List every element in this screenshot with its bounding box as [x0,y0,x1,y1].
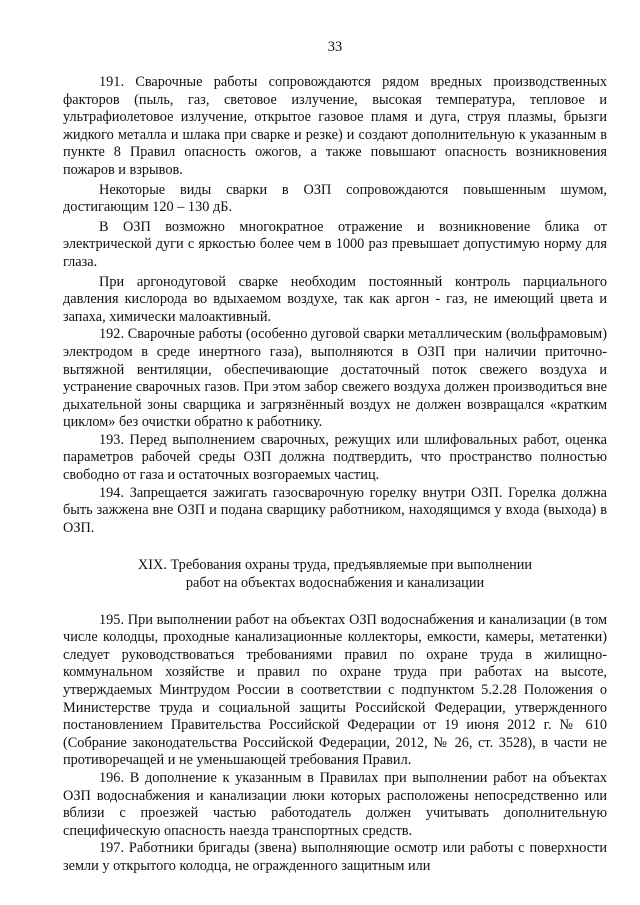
paragraph-197: 197. Работники бригады (звена) выполняющие осмотр или работы с поверхности земли у открытого колодца, не огражденного защитным или [63,840,607,874]
section-heading-line-2: работ на объектах водоснабжения и канализации [185,575,485,592]
paragraph-194: 194. Запрещается зажигать газосварочную горелку внутри ОЗП. Горелка должна быть зажжена вне ОЗП и подана сварщику работником, находящимся у входа (выхода) в ОЗП. [63,484,607,536]
paragraph-195: 195. При выполнении работ на объектах ОЗП водоснабжения и канализации (в том числе колодцы, проходные канализационные коллекторы, емкости, камеры, метатенки) следует руководствоваться требованиями правил по охране труда в жилищно-коммунальном хозяйстве и правил по охране труда при работах на высоте, утверждаемых Минтрудом России в соответствии с подпунктом 5.2.28 Положения о Министерстве труда и социальной защиты Российской Федерации, утвержденного постановлением Правительства Российской Федерации от 19 июня 2012 г. № 610 (Собрание законодательства Российской Федерации, 2012, № 26, ст. 3528), в части не противоречащей и не уменьшающей требования Правил. [63,611,607,769]
paragraph-noise: Некоторые виды сварки в ОЗП сопровождаются повышенным шумом, достигающим 120 – 130 дБ. [63,181,607,216]
section-heading-line-1: XIX. Требования охраны труда, предъявляемые при выполнении [137,557,533,574]
section-heading [63,557,607,592]
paragraph-196: 196. В дополнение к указанным в Правилах при выполнении работ на объектах ОЗП водоснабжения и канализации люки которых расположены непосредственно или вблизи с проезжей частью работодатель должен учитывать дополнительную специфическую опасность наезда транспортных средств. [63,769,607,839]
paragraph-193: 193. Перед выполнением сварочных, режущих или шлифовальных работ, оценка параметров рабочей среды ОЗП должна подтвердить, что пространство полностью свободно от газа и остаточных возгораемых частиц. [63,431,607,484]
paragraph-191: 191. Сварочные работы сопровождаются рядом вредных производственных факторов (пыль, газ, световое излучение, высокая температура, тепловое и ультрафиолетовое излучение, открытое газовое пламя и дуга, струя плазмы, брызги жидкого металла и шлака при сварке и резке) и создают дополнительную к указанным в пункте 8 Правил опасность ожогов, а также повышают опасность возникновения пожаров и взрывов. [63,74,607,178]
page-number: 33 [327,39,343,55]
paragraph-arc-glare: В ОЗП возможно многократное отражение и возникновение блика от электрической дуги с яркостью более чем в 1000 раз превышает допустимую норму для глаза. [63,218,607,270]
paragraph-argon-welding: При аргонодуговой сварке необходим постоянный контроль парциального давления кислорода во вдыхаемом воздухе, так как аргон - газ, не имеющий цвета и запаха, химически малоактивный. [63,273,607,325]
paragraph-192: 192. Сварочные работы (особенно дуговой сварки металлическим (вольфрамовым) электродом в среде инертного газа), выполняются в ОЗП при наличии приточно-вытяжной вентиляции, обеспечивающие достаточный поток свежего воздуха и устранение сварочных газов. При этом забор свежего воздуха должен производиться вне дыхательной зоны сварщика и загрязнённый воздух не должен возвращался «кратким циклом» без очистки обратно к работнику. [63,326,607,431]
